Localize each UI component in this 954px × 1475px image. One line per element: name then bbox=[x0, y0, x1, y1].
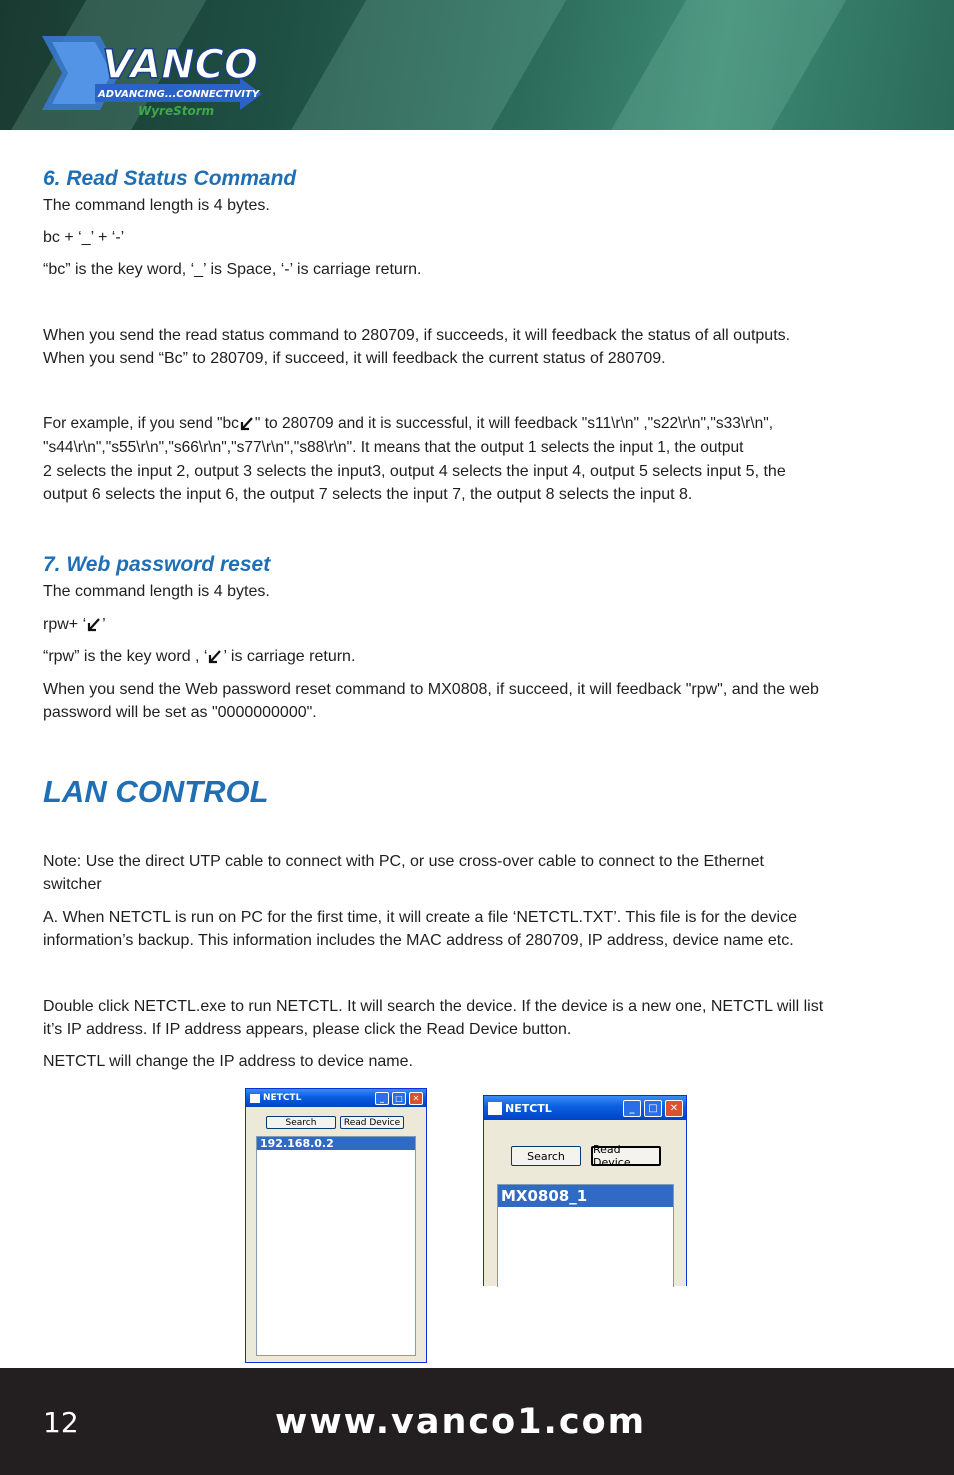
netctl-window-2 bbox=[483, 1095, 687, 1286]
section6-heading: 6. Read Status Command bbox=[43, 167, 297, 190]
lan-dbl-line1: Double click NETCTL.exe to run NETCTL. It will search the device. If the device is a new one, NETCTL will list bbox=[43, 998, 824, 1015]
close-icon[interactable]: ✕ bbox=[665, 1100, 683, 1117]
page-header bbox=[0, 0, 954, 130]
example-text-b: " to 280709 and it is successful, it will feedback "s11\r\n" ,"s22\r\n","s33\r\n", bbox=[254, 415, 774, 432]
section7-length: The command length is 4 bytes. bbox=[43, 583, 270, 600]
lan-change: NETCTL will change the IP address to device name. bbox=[43, 1053, 413, 1070]
section6-example-line4: output 6 selects the input 6, the output 7 selects the input 7, the output 8 selects the input 8. bbox=[43, 486, 693, 503]
app-icon bbox=[250, 1094, 260, 1103]
section6-para1-line1: When you send the read status command to 280709, if succeeds, it will feedback the status of all outputs. bbox=[43, 327, 791, 344]
window-title: NETCTL bbox=[505, 1101, 552, 1115]
window-titlebar bbox=[246, 1089, 426, 1107]
explain-text-a: “rpw” is the key word , ‘ bbox=[43, 648, 208, 665]
lan-note-line2: switcher bbox=[43, 876, 102, 893]
device-list[interactable] bbox=[256, 1136, 416, 1356]
lan-a-line1: A. When NETCTL is run on PC for the first time, it will create a file ‘NETCTL.TXT’. This file is for the device bbox=[43, 909, 797, 926]
syntax-text-a: rpw+ ‘ bbox=[43, 616, 87, 633]
device-list-item[interactable]: MX0808_1 bbox=[498, 1185, 673, 1207]
lan-heading: LAN CONTROL bbox=[43, 774, 269, 809]
carriage-return-icon bbox=[239, 416, 255, 432]
section6-length: The command length is 4 bytes. bbox=[43, 197, 270, 214]
lan-dbl-line2: it’s IP address. If IP address appears, please click the Read Device button. bbox=[43, 1021, 572, 1038]
netctl-window-1 bbox=[245, 1088, 427, 1363]
minimize-icon[interactable]: _ bbox=[375, 1092, 389, 1105]
carriage-return-icon bbox=[207, 649, 223, 665]
syntax-text-b: ’ bbox=[102, 616, 106, 633]
header-streak bbox=[262, 0, 577, 130]
carriage-return-icon bbox=[86, 617, 102, 633]
explain-text-b: ’ is carriage return. bbox=[223, 648, 356, 665]
read-device-button[interactable]: Read Device bbox=[340, 1116, 404, 1129]
website-url[interactable]: www.vanco1.com bbox=[275, 1402, 647, 1442]
section7-heading: 7. Web password reset bbox=[43, 553, 271, 576]
read-device-button[interactable]: Read Device bbox=[591, 1146, 661, 1166]
example-text-a: For example, if you send "bc bbox=[43, 415, 239, 432]
device-list-item[interactable]: 192.168.0.2 bbox=[257, 1137, 415, 1150]
section7-explain bbox=[43, 645, 903, 668]
lan-note-line1: Note: Use the direct UTP cable to connect with PC, or use cross-over cable to connect to the Ethernet bbox=[43, 853, 764, 870]
minimize-icon[interactable]: _ bbox=[623, 1100, 641, 1117]
section6-example-line1 bbox=[43, 412, 903, 435]
search-button[interactable]: Search bbox=[511, 1146, 581, 1166]
maximize-icon[interactable]: □ bbox=[392, 1092, 406, 1105]
section7-para-line1: When you send the Web password reset command to MX0808, if succeed, it will feedback "rpw", and the web bbox=[43, 681, 819, 698]
logo-text: VANCO bbox=[102, 42, 259, 88]
vanco-logo bbox=[40, 28, 270, 123]
logo-tagline: ADVANCING...CONNECTIVITY bbox=[98, 89, 260, 100]
section6-example-line3: 2 selects the input 2, output 3 selects the input3, output 4 selects the input 4, output 5 selects input 5, the bbox=[43, 463, 786, 480]
window-title: NETCTL bbox=[263, 1093, 302, 1103]
search-button[interactable]: Search bbox=[266, 1116, 336, 1129]
window-titlebar bbox=[484, 1096, 686, 1120]
section6-syntax: bc + ‘_’ + ‘-’ bbox=[43, 229, 125, 246]
app-icon bbox=[488, 1102, 502, 1115]
section6-para1-line2: When you send “Bc” to 280709, if succeed, it will feedback the current status of 280709. bbox=[43, 350, 666, 367]
header-streak bbox=[582, 0, 857, 130]
page-number: 12 bbox=[43, 1406, 79, 1439]
section7-para-line2: password will be set as "0000000000". bbox=[43, 704, 317, 721]
maximize-icon[interactable]: □ bbox=[644, 1100, 662, 1117]
close-icon[interactable]: ✕ bbox=[409, 1092, 423, 1105]
page-footer bbox=[0, 1368, 954, 1475]
lan-a-line2: information’s backup. This information includes the MAC address of 280709, IP address, device name etc. bbox=[43, 932, 794, 949]
section6-explain: “bc” is the key word, ‘_’ is Space, ‘-’ is carriage return. bbox=[43, 261, 422, 278]
section7-syntax bbox=[43, 613, 903, 636]
device-list[interactable] bbox=[497, 1184, 674, 1287]
section6-example-line2: "s44\r\n","s55\r\n","s66\r\n","s77\r\n","s88\r\n". It means that the output 1 selects the input 1, the output bbox=[43, 439, 744, 456]
logo-subbrand: WyreStorm bbox=[138, 104, 215, 118]
